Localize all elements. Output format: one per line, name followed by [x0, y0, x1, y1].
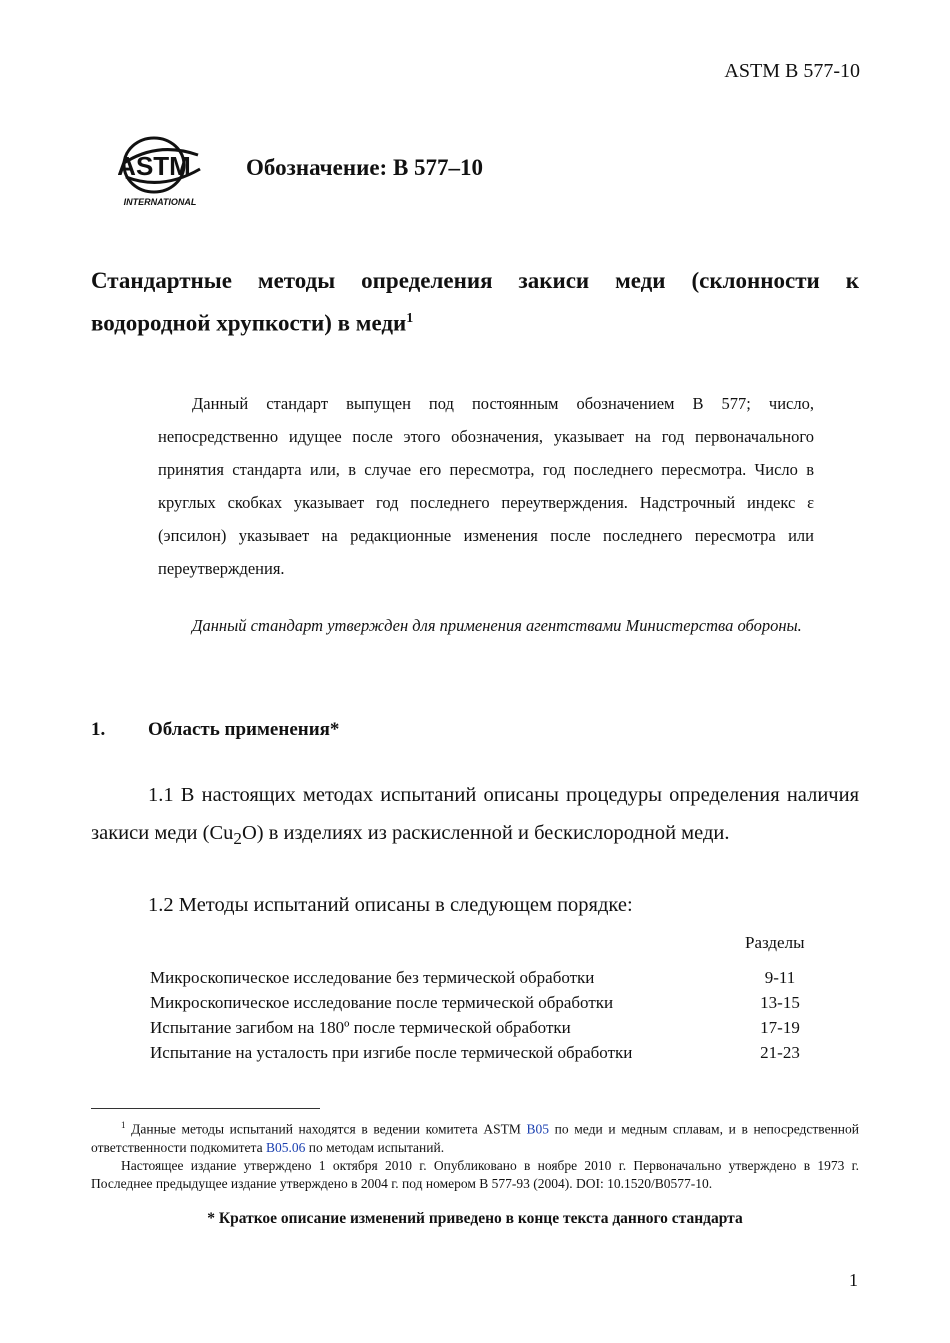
footnote-text-a: Данные методы испытаний находятся в ведении комитета ASTM [131, 1121, 527, 1137]
designation-notice: Данный стандарт выпущен под постоянным обозначением B 577; число, непосредственно идущее после этого обозначения, указывает на год первоначального принятия стандарта или, в случае его пересмотра, год последнего пересмотра. Число в круглых скобках указывает год последнего переутверждения. Надстрочный индекс ε (эпсилон) указывает на редакционные изменения после последнего пересмотра или переутверждения. [158, 394, 814, 578]
methods-table [150, 965, 830, 1065]
document-code: ASTM B 577-10 [724, 60, 860, 82]
table-row-label: Микроскопическое исследование без термической обработки [150, 968, 595, 987]
paragraph-1-1-text-a: 1.1 В настоящих методах испытаний описаны процедуры определения наличия закиси меди (Cu [91, 784, 859, 844]
table-row-sections: 17-19 [760, 1018, 800, 1037]
table-row-label: Испытание загибом на 180º после термической обработки [150, 1018, 571, 1037]
table-row-label: Испытание на усталость при изгибе после термической обработки [150, 1043, 633, 1062]
section-number: 1. [91, 719, 106, 740]
svg-text:INTERNATIONAL: INTERNATIONAL [123, 197, 197, 207]
committee-link[interactable]: B05 [526, 1121, 550, 1137]
page-number: 1 [849, 1270, 858, 1290]
footnotes [91, 1116, 859, 1193]
table-row-sections: 21-23 [760, 1043, 800, 1062]
designation-heading: Обозначение: B 577–10 [246, 155, 484, 180]
dod-approval-notice: Данный стандарт утвержден для применения агентствами Министерства обороны. [192, 616, 802, 635]
subcommittee-link[interactable]: B05.06 [265, 1139, 306, 1155]
title-line-2: водородной хрупкости) в меди [91, 310, 407, 336]
table-row [150, 990, 830, 1015]
paragraph-1-1 [91, 776, 859, 858]
footnote-1 [91, 1116, 859, 1157]
astm-logo [118, 133, 204, 209]
footnote-text-c: по методам испытаний. [305, 1139, 445, 1155]
title-line-1: Стандартные методы определения закиси меди (склонности к [91, 268, 859, 293]
paragraph-1-2: 1.2 Методы испытаний описаны в следующем порядке: [148, 894, 633, 916]
table-row [150, 1015, 830, 1040]
toc-sections-header: Разделы [745, 933, 805, 952]
document-title [91, 262, 859, 343]
footnote-mark: 1 [121, 1120, 126, 1130]
table-row-label: Микроскопическое исследование после термической обработки [150, 993, 614, 1012]
table-row-sections: 9-11 [764, 968, 796, 987]
section-title: Область применения* [148, 719, 340, 740]
paragraph-1-1-text-b: O) в изделиях из раскисленной и бескислородной меди. [241, 822, 730, 844]
formula-subscript: 2 [233, 829, 242, 849]
table-row [150, 1040, 830, 1065]
title-footnote-mark: 1 [406, 311, 414, 326]
table-row [150, 965, 830, 990]
table-row-sections: 13-15 [760, 993, 800, 1012]
footnote-edition: Настоящее издание утверждено 1 октября 2010 г. Опубликовано в ноябре 2010 г. Первоначально утверждено в 1973 г. Последнее предыдущее издание утверждено в 2004 г. под номером B 577-93 (2004). DOI: 10.1520/B0577-10. [91, 1157, 859, 1191]
svg-text:ASTM: ASTM [118, 151, 191, 181]
footnote-text-b: по меди и медным сплавам, и в непосредственной ответственности подкомитета [91, 1121, 860, 1155]
footnote-divider [91, 1108, 320, 1109]
summary-of-changes-note: * Краткое описание изменений приведено в конце текста данного стандарта [207, 1210, 743, 1227]
